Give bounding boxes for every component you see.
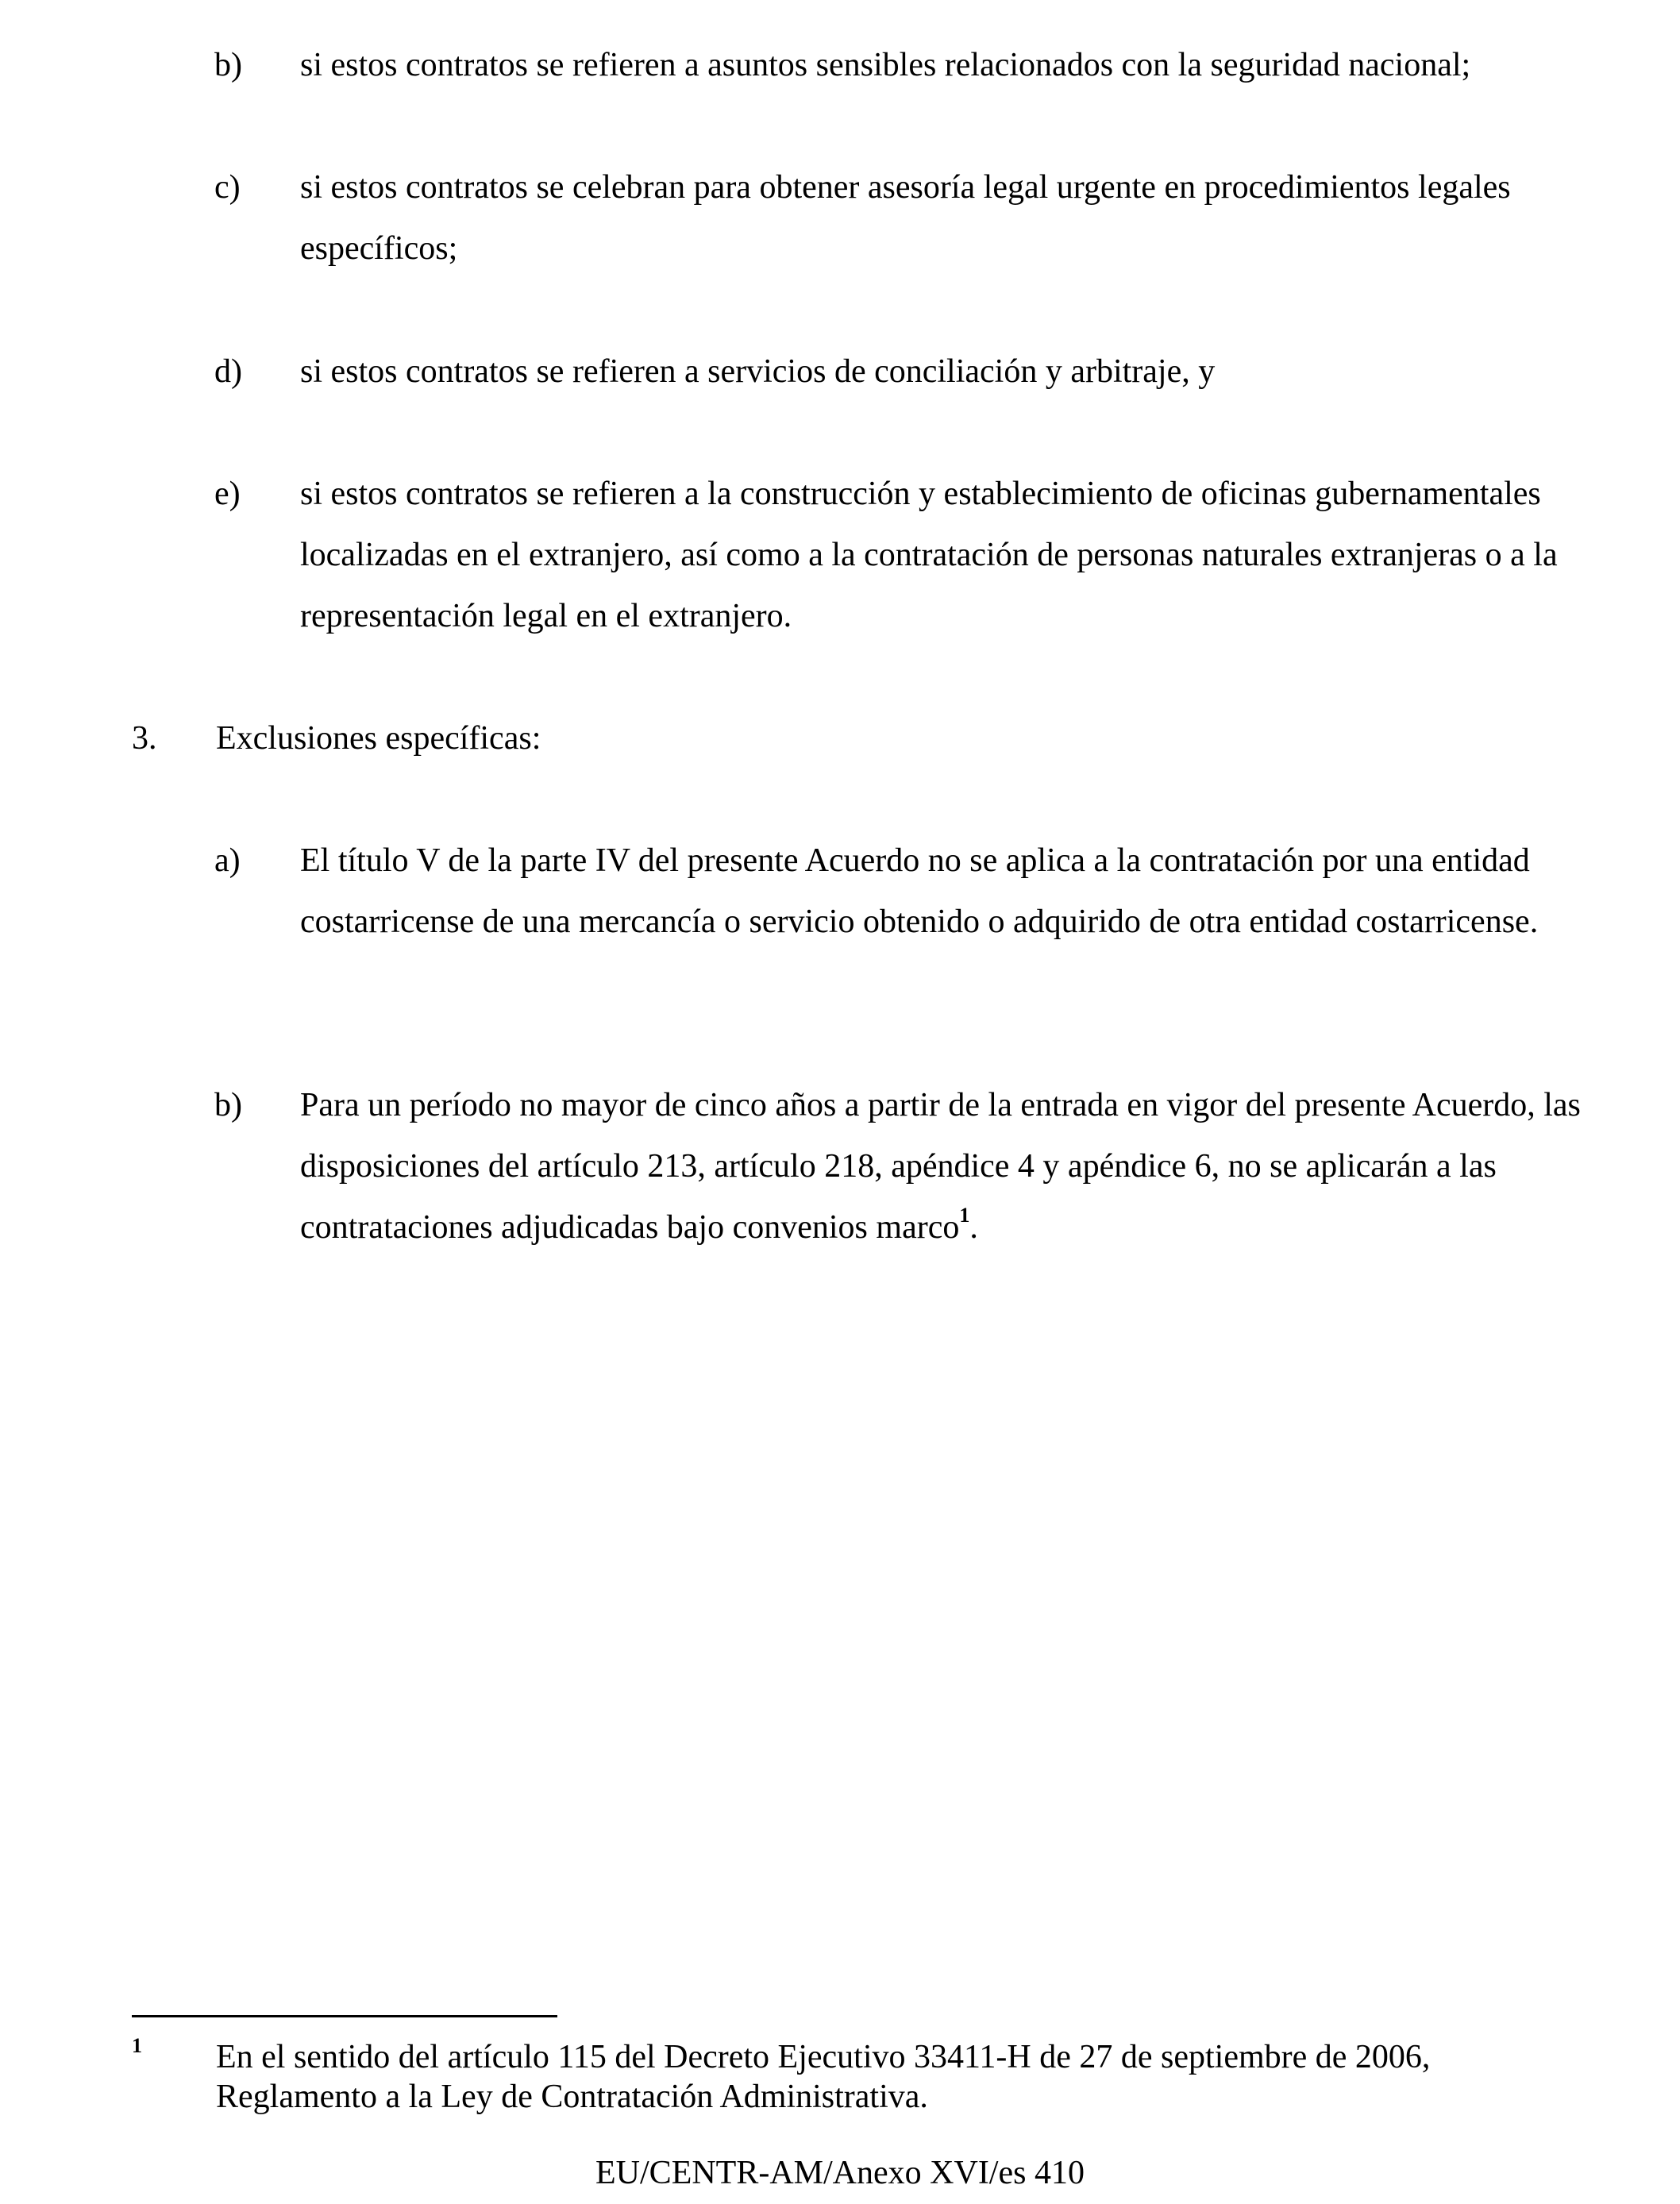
list-item-text: si estos contratos se refieren a asuntos sensibles relacionados con la seguridad nacional;: [300, 47, 1471, 83]
list-item-label: b): [214, 1087, 242, 1123]
footnote-mark: 1: [132, 2034, 142, 2057]
section-number: 3.: [132, 720, 157, 757]
list-item-label: e): [214, 476, 241, 512]
list-item-text: si estos contratos se refieren a la construcción y establecimiento de oficinas gubernamentales localizadas en el extranjero, así como a la contratación de personas naturales extranjeras o a la representación legal en el extranjero.: [300, 476, 1558, 634]
list-item-label: c): [214, 169, 241, 206]
page-footer: EU/CENTR-AM/Anexo XVI/es 410: [595, 2155, 1085, 2191]
list-item-text: El título V de la parte IV del presente Acuerdo no se aplica a la contratación por una entidad costarricense de una mercancía o servicio obtenido o adquirido de otra entidad costarricense.: [300, 842, 1539, 940]
list-item-label: d): [214, 353, 242, 390]
section-heading: Exclusiones específicas:: [216, 720, 541, 757]
list-item-label: b): [214, 47, 242, 83]
list-item-label: a): [214, 842, 241, 879]
list-item-text: si estos contratos se refieren a servicios de conciliación y arbitraje, y: [300, 353, 1216, 390]
footnote-text: En el sentido del artículo 115 del Decreto Ejecutivo 33411-H de 27 de septiembre de 2006, Reglamento a la Ley de Contratación Administrativa.: [216, 2039, 1431, 2115]
list-item-text: si estos contratos se celebran para obtener asesoría legal urgente en procedimientos legales específicos;: [300, 169, 1511, 267]
list-item-text-container: [300, 1075, 1634, 1258]
footnote-separator: [132, 2015, 557, 2017]
list-item-text: Para un período no mayor de cinco años a partir de la entrada en vigor del presente Acuerdo, las disposiciones del artículo 213, artículo 218, apéndice 4 y apéndice 6, no se aplicarán a las contrataciones adjudicadas bajo convenios marco: [300, 1087, 1581, 1246]
footnote-reference[interactable]: 1: [959, 1204, 970, 1227]
list-item-text-tail: .: [969, 1209, 978, 1246]
